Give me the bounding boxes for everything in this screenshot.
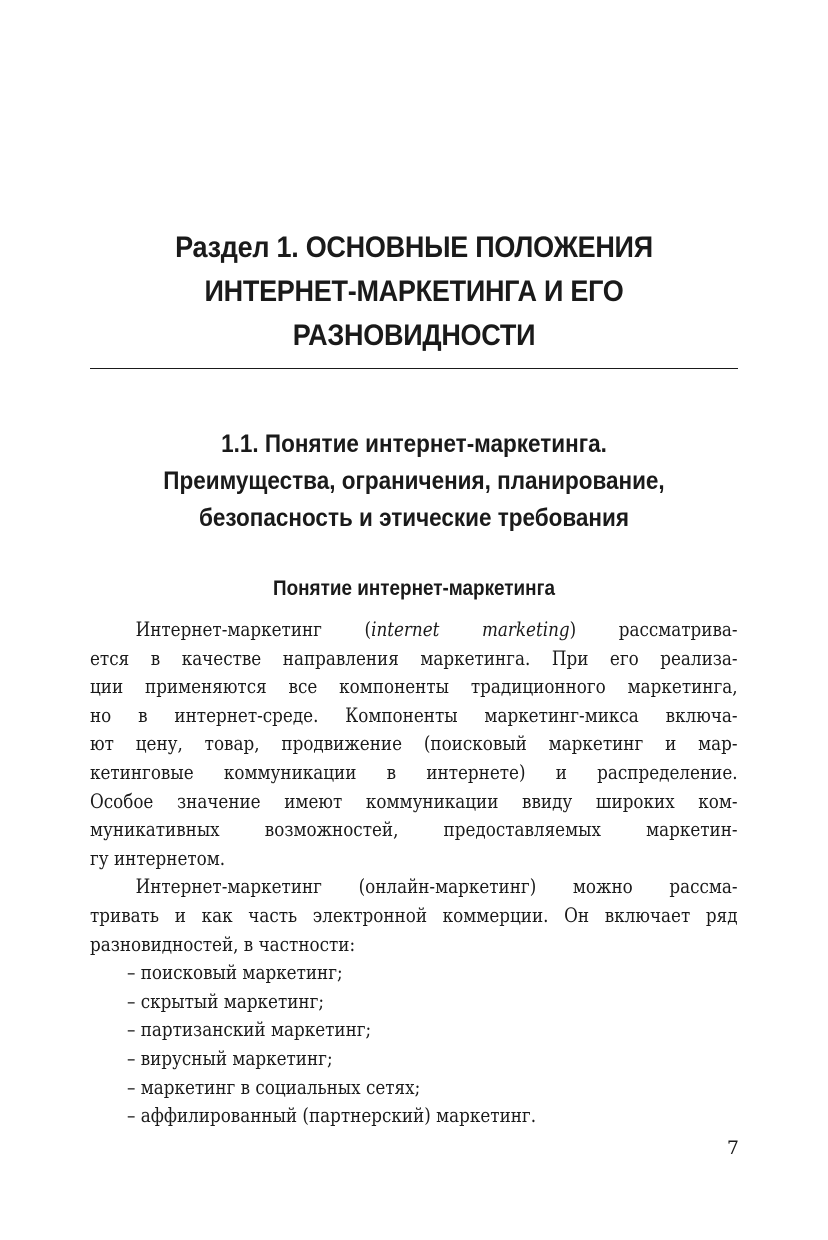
list-item: – партизанский маркетинг;	[126, 1018, 372, 1042]
section-title-line-1: Раздел 1. ОСНОВНЫЕ ПОЛОЖЕНИЯ	[175, 231, 653, 264]
paragraph-1-line: ют цену, товар, продвижение (поисковый маркетинг и мар-	[90, 732, 738, 756]
section-title-line-3: РАЗНОВИДНОСТИ	[292, 319, 536, 352]
section-divider	[90, 368, 738, 369]
section-title-line-2: ИНТЕРНЕТ-МАРКЕТИНГА И ЕГО	[204, 275, 624, 308]
list-item: – аффилированный (партнерский) маркетинг.	[126, 1104, 537, 1128]
paragraph-1-line: Особое значение имеют коммуникации ввиду широких ком-	[90, 789, 738, 813]
paragraph-1-line: ции применяются все компоненты традиционного маркетинга,	[90, 675, 738, 699]
paragraph-1-line: гу интернетом.	[90, 846, 226, 870]
page-number: 7	[726, 1137, 739, 1159]
paragraph-1-line: муникативных возможностей, предоставляемых маркетин-	[90, 818, 738, 842]
list-item: – маркетинг в социальных сетях;	[126, 1075, 421, 1099]
subsection-title-line-3: безопасность и этические требования	[198, 504, 629, 532]
paragraph-1-line: кетинговые коммуникации в интернете) и распределение.	[90, 760, 738, 784]
body-text	[90, 616, 738, 1131]
section-title	[122, 226, 705, 358]
paragraph-2-line: разновидностей, в частности:	[90, 932, 356, 956]
paragraph-2-line: Интернет-маркетинг (онлайн-маркетинг) можно рассма-	[135, 875, 738, 899]
list-item: – поисковый маркетинг;	[126, 961, 343, 985]
paragraph-1-line-1	[90, 616, 738, 645]
paragraph-2-line: тривать и как часть электронной коммерции. Он включает ряд	[90, 903, 738, 927]
subsection-title	[122, 426, 705, 537]
paragraph-heading: Понятие интернет-маркетинга	[273, 577, 555, 600]
list-item: – скрытый маркетинг;	[126, 989, 325, 1013]
list-item: – вирусный маркетинг;	[126, 1046, 333, 1070]
text-run: ) рассматрива-	[569, 618, 738, 641]
text-run: Интернет-маркетинг (	[135, 618, 372, 641]
subsection-title-line-2: Преимущества, ограничения, планирование,	[163, 467, 665, 495]
paragraph-1-line: ется в качестве направления маркетинга. При его реализа-	[90, 646, 738, 670]
paragraph-1-line: но в интернет-среде. Компоненты маркетинг-микса включа-	[90, 703, 738, 727]
subsection-title-line-1: 1.1. Понятие интернет-маркетинга.	[221, 430, 607, 458]
italic-term: internet marketing	[371, 618, 570, 641]
